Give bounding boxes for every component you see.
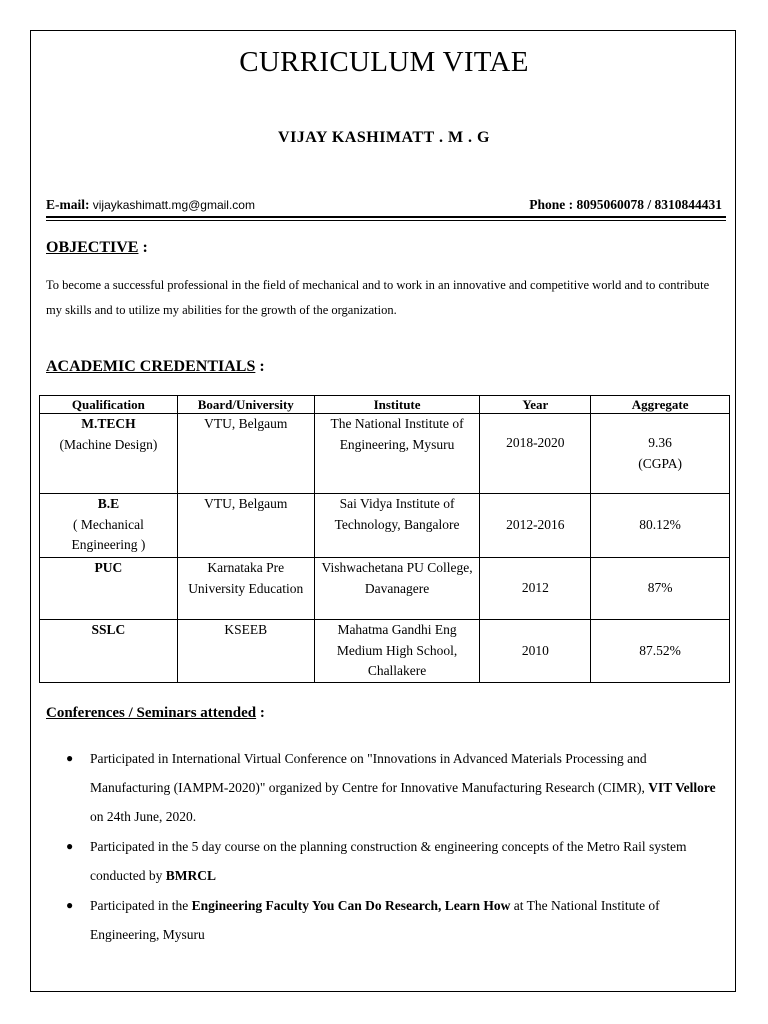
objective-text: To become a successful professional in the field of mechanical and to work in an innovative and competitive world and to contribute my skills and to utilize my abilities for the growth of the organization.: [46, 278, 710, 317]
list-item: ● Participated in the 5 day course on the planning construction & engineering concepts of the Metro Rail system conducted by BMRCL: [66, 832, 726, 890]
header-divider: [46, 216, 726, 218]
academic-heading: ACADEMIC CREDENTIALS :: [46, 358, 265, 375]
column-header: Qualification: [40, 396, 178, 414]
year-cell: 2010: [480, 620, 591, 683]
contact-line: [46, 195, 722, 217]
aggregate-cell: 80.12%: [591, 494, 730, 558]
header-divider-thin: [46, 220, 726, 221]
bullet-icon: ●: [66, 839, 74, 853]
email-address: vijaykashimatt.mg@gmail.com: [92, 198, 255, 212]
aggregate-cell: 87%: [591, 558, 730, 620]
candidate-name: VIJAY KASHIMATT . M . G: [278, 129, 490, 146]
column-header: Board/University: [177, 396, 314, 414]
board-cell: VTU, Belgaum: [177, 414, 314, 494]
table-row: [40, 620, 730, 683]
email-label: E-mail:: [46, 197, 90, 212]
conference-list: [66, 744, 726, 950]
institute-cell: Sai Vidya Institute of Technology, Bangalore: [314, 494, 480, 558]
institute-cell: Mahatma Gandhi Eng Medium High School, Challakere: [314, 620, 480, 683]
institute-cell: Vishwachetana PU College, Davanagere: [314, 558, 480, 620]
email: [46, 197, 255, 213]
academic-table: [39, 395, 730, 683]
board-cell: Karnataka Pre University Education: [177, 558, 314, 620]
aggregate-cell: 9.36 (CGPA): [591, 414, 730, 494]
year-cell: 2018-2020: [480, 414, 591, 494]
qualification-cell: B.E ( Mechanical Engineering ): [40, 494, 178, 558]
table-row: [40, 558, 730, 620]
institute-cell: The National Institute of Engineering, Mysuru: [314, 414, 480, 494]
qualification-cell: M.TECH (Machine Design): [40, 414, 178, 494]
table-header-row: [40, 396, 730, 414]
column-header: Institute: [314, 396, 480, 414]
column-header: Year: [480, 396, 591, 414]
bullet-icon: ●: [66, 898, 74, 912]
objective-heading: OBJECTIVE :: [46, 239, 148, 256]
aggregate-cell: 87.52%: [591, 620, 730, 683]
qualification-cell: SSLC: [40, 620, 178, 683]
column-header: Aggregate: [591, 396, 730, 414]
year-cell: 2012-2016: [480, 494, 591, 558]
phone: Phone : 8095060078 / 8310844431: [529, 197, 722, 212]
conferences-heading: Conferences / Seminars attended :: [46, 705, 265, 721]
table-row: [40, 414, 730, 494]
document-title: CURRICULUM VITAE: [239, 46, 529, 78]
board-cell: KSEEB: [177, 620, 314, 683]
list-item: ● Participated in International Virtual Conference on "Innovations in Advanced Materials Processing and Manufacturing (IAMPM-2020)" organized by Centre for Innovative Manufacturing Research (CIMR), VIT Vellore on 24th June, 2020.: [66, 744, 726, 831]
qualification-cell: PUC: [40, 558, 178, 620]
bullet-icon: ●: [66, 751, 74, 765]
table-row: [40, 494, 730, 558]
board-cell: VTU, Belgaum: [177, 494, 314, 558]
list-item: ● Participated in the Engineering Faculty You Can Do Research, Learn How at The National Institute of Engineering, Mysuru: [66, 891, 726, 949]
year-cell: 2012: [480, 558, 591, 620]
